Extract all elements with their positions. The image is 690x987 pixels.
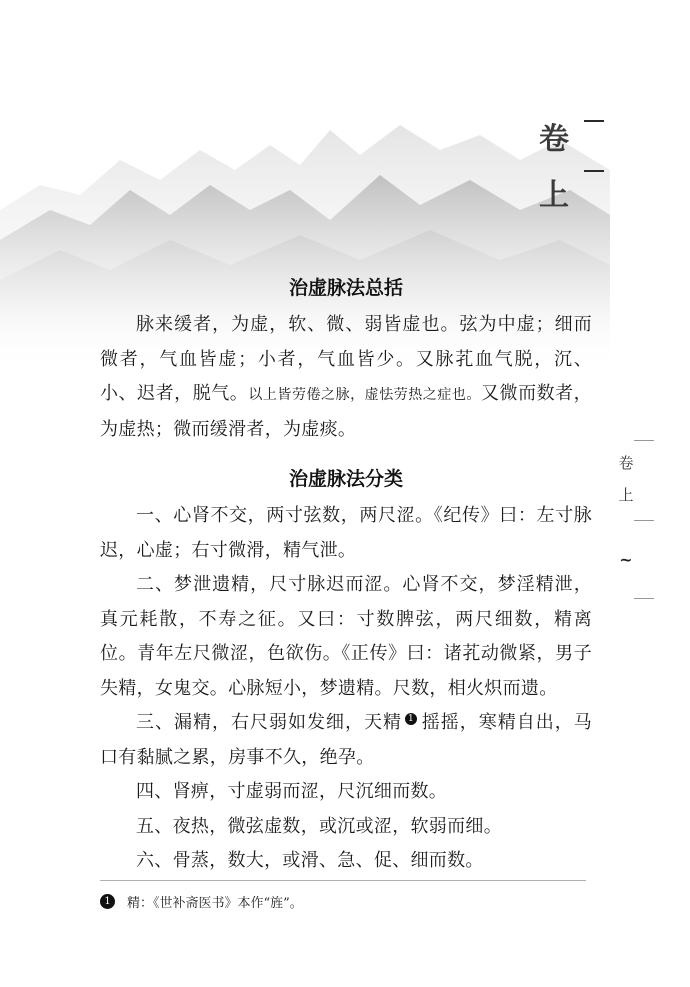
paragraph-text: 脉来缓者，为虚，软、微、弱皆虚也。弦为中虚；细而微者，气血皆虚；小者，气血皆少。又脉芤血气脱，沉、小、迟者，脱气。 <box>100 314 592 404</box>
paragraph: 五、夜热，微弦虚数，或沉或涩，软弱而细。 <box>136 815 502 837</box>
volume-title <box>532 112 576 224</box>
paragraph: 二、梦泄遗精，尺寸脉迟而涩。心肾不交，梦淫精泄，真元耗散，不寿之征。又曰：寸数脾弦，两尺细数，精离位。青年左尺微涩，色欲伤。《正传》曰：诸芤动微紧，男子失精，女鬼交。心脉短小，梦遗精。尺数，相火炽而遗。 <box>100 574 592 699</box>
paragraph <box>100 706 592 775</box>
paragraph: 四、肾痹，寸虚弱而涩，尺沉细而数。 <box>136 781 448 802</box>
paragraph-text: 三、漏精，右尺弱如发细，天精 <box>136 712 402 733</box>
paragraph: 六、骨蒸，数大，或滑、急、促、细而数。 <box>136 850 484 871</box>
footnote-number: 1 <box>100 894 115 909</box>
volume-title-char: 上 <box>539 178 569 213</box>
side-rule <box>634 520 654 521</box>
volume-dash <box>584 170 604 172</box>
side-tab-char: 上 <box>618 486 634 504</box>
paragraph-text: 又微而数者，为虚热；微而缓滑者，为虚痰。 <box>100 383 592 440</box>
paragraph-text: 摇摇，寒精自出，马口有黏腻之累，房事不久，绝孕。 <box>100 712 592 768</box>
volume-title-char: 卷 <box>539 122 569 157</box>
footnote <box>100 892 303 911</box>
volume-dash <box>584 120 604 122</box>
section-title: 治虚脉法分类 <box>288 468 403 490</box>
footnote-text: 精：《世补斋医书》本作“旌”。 <box>127 896 303 911</box>
section-title: 治虚脉法总括 <box>288 277 403 299</box>
main-content <box>100 268 592 879</box>
footnote-divider <box>100 880 586 881</box>
side-rule <box>634 440 654 441</box>
side-tab-char: 卷 <box>618 454 634 472</box>
footnote-marker[interactable]: 1 <box>405 713 417 725</box>
paragraph <box>100 308 592 447</box>
side-rule <box>634 598 654 599</box>
paragraph: 一、心肾不交，两寸弦数，两尺涩。《纪传》曰：左寸脉迟，心虚；右寸微滑，精气泄。 <box>100 505 592 561</box>
page-mark: ~ <box>619 550 633 569</box>
annotation-note: 以上皆劳倦之脉，虚怯劳热之症也。 <box>248 387 481 403</box>
